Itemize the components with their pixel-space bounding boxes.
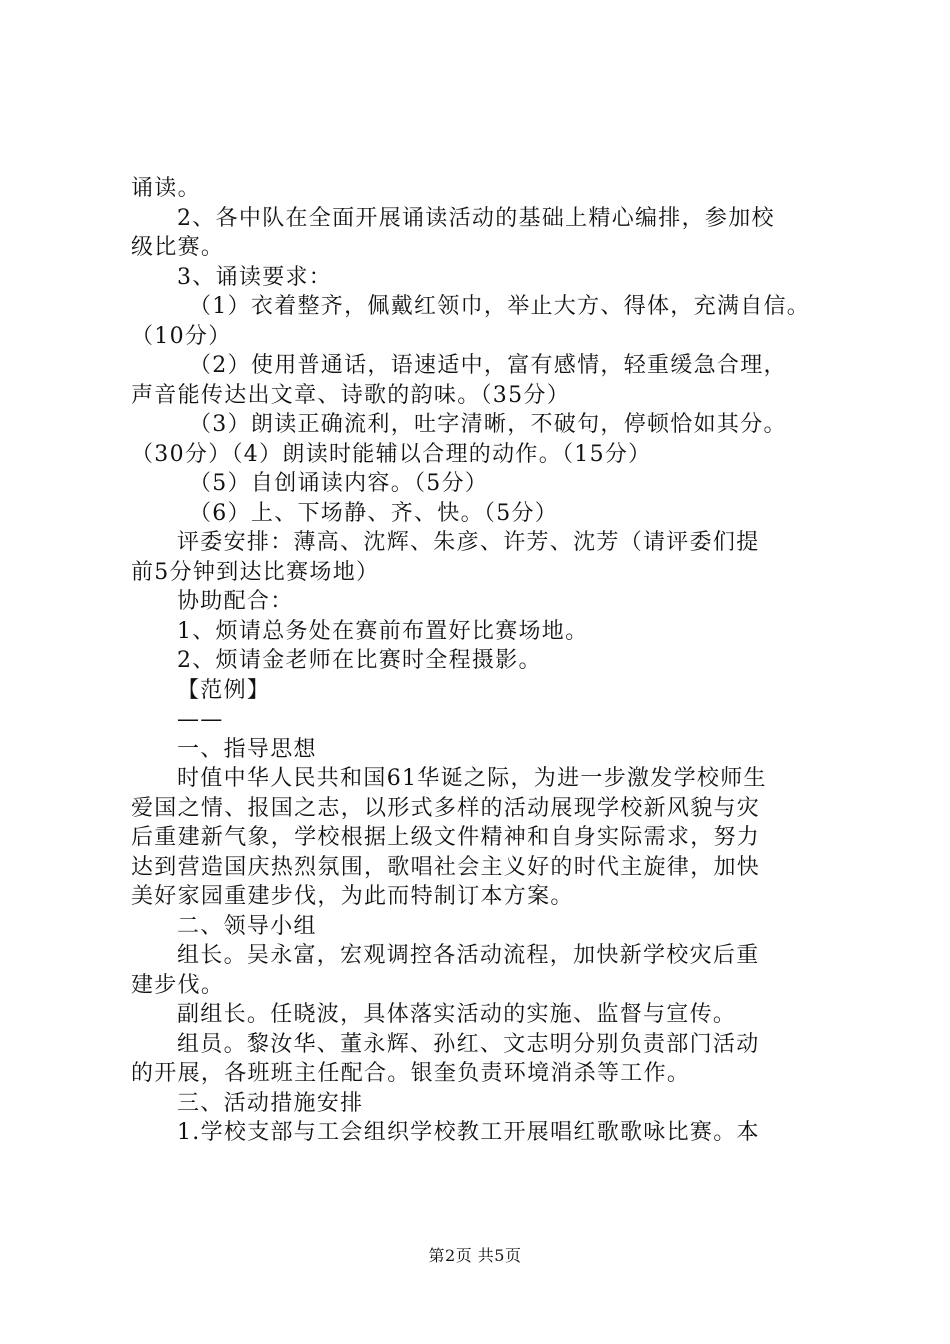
text-line: 时值中华人民共和国61华诞之际，为进一步激发学校师生 bbox=[177, 766, 767, 791]
text-line: 爱国之情、报国之志，以形式多样的活动展现学校新风貌与灾 bbox=[131, 795, 761, 821]
text-line: （10分） bbox=[131, 323, 232, 349]
text-line: 1、烦请总务处在赛前布置好比赛场地。 bbox=[177, 618, 589, 644]
text-line: 2、烦请金老师在比赛时全程摄影。 bbox=[177, 648, 542, 673]
document-body bbox=[131, 174, 831, 1148]
text-line: 1.学校支部与工会组织学校教工开展唱红歌歌咏比赛。本 bbox=[177, 1120, 760, 1145]
text-line: （5）自创诵读内容。（5分） bbox=[189, 471, 489, 496]
text-line: （6）上、下场静、齐、快。（5分） bbox=[189, 500, 559, 526]
text-line: 2、各中队在全面开展诵读活动的基础上精心编排，参加校 bbox=[177, 205, 775, 231]
section-label: 【范例】 bbox=[177, 677, 271, 703]
text-line: 声音能传达出文章、诗歌的韵味。（35分） bbox=[131, 382, 570, 408]
text-line: 3、诵读要求： bbox=[177, 264, 333, 290]
text-line: 达到营造国庆热烈氛围，歌唱社会主义好的时代主旋律，加快 bbox=[131, 854, 761, 880]
text-line: 组员。黎汝华、董永辉、孙红、文志明分别负责部门活动 bbox=[177, 1031, 760, 1057]
text-line: 的开展，各班班主任配合。银奎负责环境消杀等工作。 bbox=[131, 1061, 691, 1086]
text-line: （3）朗读正确流利，吐字清晰，不破句，停顿恰如其分。 bbox=[189, 412, 787, 437]
section-heading: 三、活动措施安排 bbox=[177, 1090, 364, 1116]
text-line: 后重建新气象，学校根据上级文件精神和自身实际需求，努力 bbox=[131, 825, 761, 850]
text-line: 协助配合： bbox=[177, 589, 294, 614]
text-line: （30分）（4）朗读时能辅以合理的动作。（15分） bbox=[131, 441, 652, 467]
text-line: 级比赛。 bbox=[131, 235, 225, 260]
text-line: 前5分钟到达比赛场地） bbox=[131, 559, 380, 585]
dash-separator: —— bbox=[177, 707, 224, 732]
text-line: 诵读。 bbox=[131, 176, 201, 201]
section-heading: 一、指导思想 bbox=[177, 736, 317, 762]
text-line: （2）使用普通话，语速适中，富有感情，轻重缓急合理， bbox=[189, 353, 787, 378]
text-line: 副组长。任晓波，具体落实活动的实施、监督与宣传。 bbox=[177, 1002, 737, 1027]
text-line: 建步伐。 bbox=[131, 972, 225, 998]
text-line: 评委安排：薄高、沈辉、朱彦、许芳、沈芳（请评委们提 bbox=[177, 530, 760, 555]
section-heading: 二、领导小组 bbox=[177, 913, 317, 939]
text-line: 美好家园重建步伐，为此而特制订本方案。 bbox=[131, 884, 574, 909]
text-line: （1）衣着整齐，佩戴红领巾，举止大方、得体，充满自信。 bbox=[189, 294, 811, 319]
page-indicator: 第2页 共5页 bbox=[428, 1246, 522, 1265]
text-line: 组长。吴永富，宏观调控各活动流程，加快新学校灾后重 bbox=[177, 943, 760, 968]
